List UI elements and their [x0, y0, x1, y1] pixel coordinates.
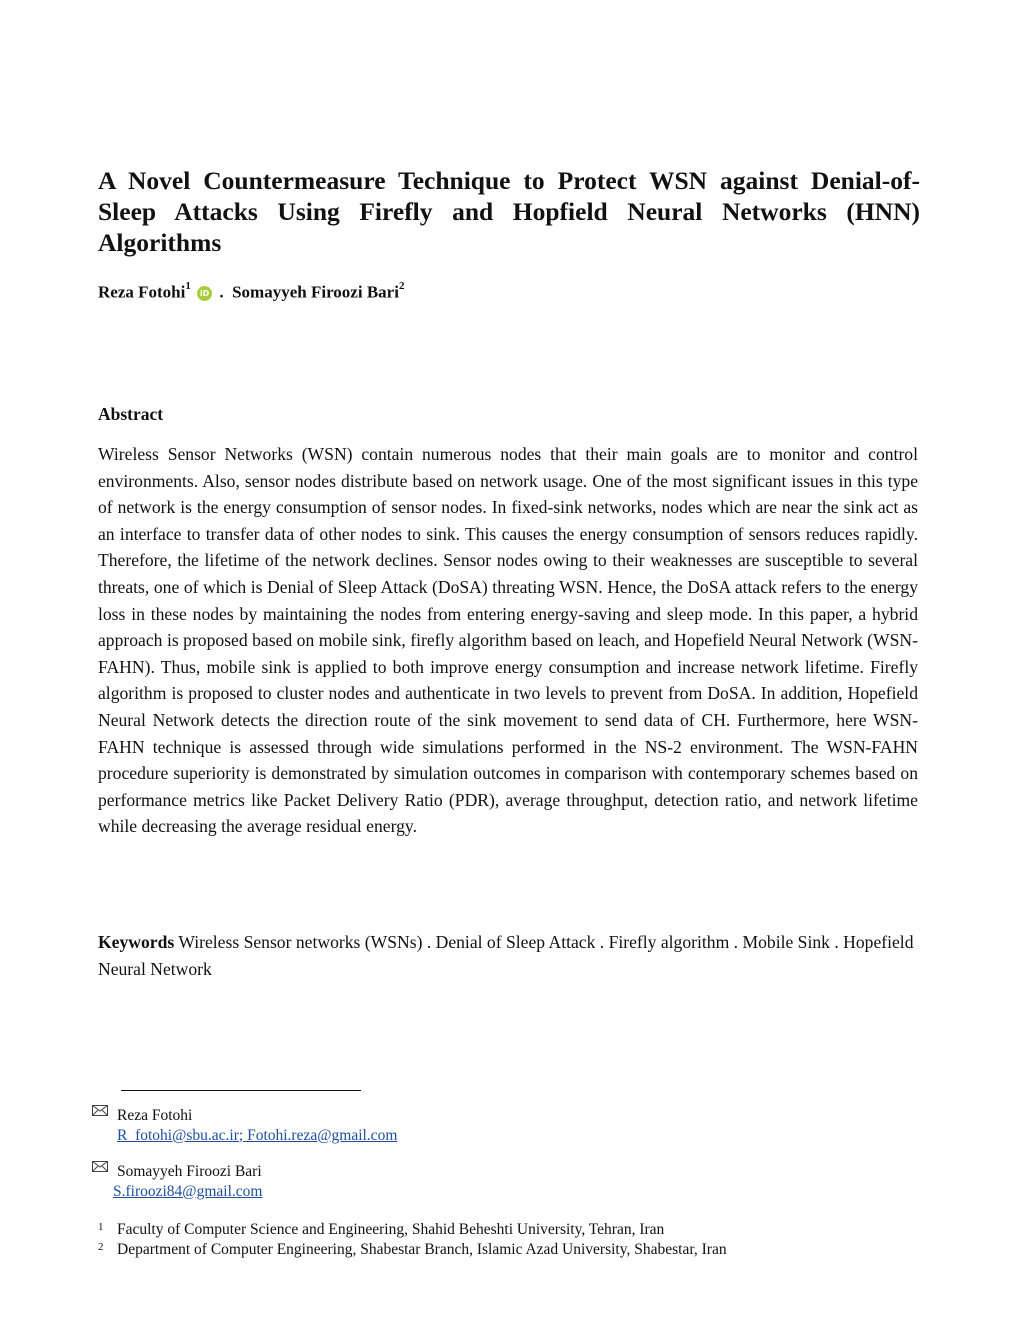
envelope-icon	[92, 1105, 108, 1116]
footnote-divider	[121, 1090, 361, 1091]
affiliation-2-text: Department of Computer Engineering, Shabestar Branch, Islamic Azad University, Shabestar, Iran	[117, 1241, 727, 1258]
keywords-section	[98, 929, 918, 982]
author-separator: .	[219, 282, 224, 302]
contact-author-2	[113, 1162, 263, 1201]
title-line-2: Sleep Attacks Using Firefly and Hopfield Neural Networks (HNN)	[98, 197, 920, 226]
affiliation-2	[98, 1240, 727, 1260]
contact-2-email-link[interactable]: S.firoozi84@gmail.com	[113, 1182, 263, 1200]
affiliation-1	[98, 1220, 664, 1240]
affiliation-1-text: Faculty of Computer Science and Engineering, Shahid Beheshti University, Tehran, Iran	[117, 1221, 665, 1238]
contact-author-1	[117, 1106, 397, 1145]
title-line-3: Algorithms	[98, 228, 222, 257]
title-line-1: A Novel Countermeasure Technique to Protect WSN against Denial-of-	[98, 166, 920, 195]
abstract-heading: Abstract	[98, 404, 164, 424]
author-2-affiliation-sup: 2	[398, 280, 405, 292]
affiliation-1-number: 1	[98, 1221, 104, 1233]
paper-title	[98, 165, 920, 258]
orcid-icon[interactable]: iD	[197, 286, 212, 301]
envelope-icon	[92, 1161, 108, 1172]
author-1-affiliation-sup: 1	[185, 280, 191, 292]
contact-1-name: Reza Fotohi	[117, 1107, 193, 1124]
abstract-body: Wireless Sensor Networks (WSN) contain numerous nodes that their main goals are to monitor and control environments. Also, sensor nodes distribute based on network usage. One of the most significant issues in this type of network is the energy consumption of sensor nodes. In fixed-sink networks, nodes which are near the sink act as an interface to transfer data of other nodes to sink. This causes the energy consumption of sensors reduces rapidly. Therefore, the lifetime of the network declines. Sensor nodes owing to their weaknesses are susceptible to several threats, one of which is Denial of Sleep Attack (DoSA) threating WSN. Hence, the DoSA attack refers to the energy loss in these nodes by maintaining the nodes from entering energy-saving and sleep mode. In this paper, a hybrid approach is proposed based on mobile sink, firefly algorithm based on leach, and Hopefield Neural Network (WSN-FAHN). Thus, mobile sink is applied to both improve energy consumption and increase network lifetime. Firefly algorithm is proposed to cluster nodes and authenticate in two levels to prevent from DoSA. In addition, Hopefield Neural Network detects the direction route of the sink movement to send data of CH. Furthermore, here WSN-FAHN technique is assessed through wide simulations performed in the NS-2 environment. The WSN-FAHN procedure superiority is demonstrated by simulation outcomes in comparison with contemporary schemes based on performance metrics like Packet Delivery Ratio (PDR), average throughput, detection ratio, and network lifetime while decreasing the average residual energy.	[98, 444, 918, 837]
affiliation-2-number: 2	[98, 1241, 104, 1253]
keywords-text: Wireless Sensor networks (WSNs) . Denial of Sleep Attack . Firefly algorithm . Mobile Sink . Hopefield Neural Network	[98, 932, 914, 979]
contact-1-email-link[interactable]: R_fotohi@sbu.ac.ir; Fotohi.reza@gmail.com	[117, 1126, 398, 1144]
keywords-label: Keywords	[98, 932, 175, 952]
author-2-name: Somayyeh Firoozi Bari	[232, 282, 399, 302]
author-line	[98, 282, 404, 303]
author-1-name: Reza Fotohi	[98, 282, 186, 302]
contact-2-name: Somayyeh Firoozi Bari	[117, 1163, 262, 1180]
